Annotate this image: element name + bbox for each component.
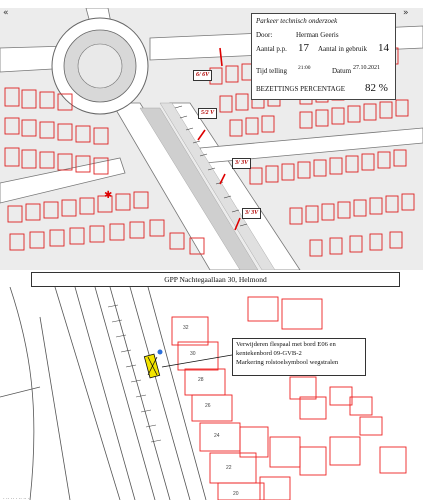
house-number: 30 [190, 351, 196, 357]
in-use-value: 14 [378, 42, 389, 54]
segment-label-3: 3/ 3V [232, 158, 251, 169]
segment-label-1: 6/ 6V [193, 70, 212, 81]
note-line-3: Markering rolstoelsymbool wegstralen [236, 359, 339, 366]
collapse-right-icon[interactable]: » [403, 8, 409, 18]
house-number: 28 [198, 377, 204, 383]
time-value: 21:00 [298, 65, 311, 71]
spots-label: Aantal p.p. [256, 45, 287, 53]
bottom-map[interactable] [0, 287, 423, 500]
note-line-2: kentekenbord 09-GVB-2 [236, 350, 302, 357]
door-label: Door: [256, 31, 273, 39]
roundabout [52, 18, 148, 114]
footer-text: · ·· ·· · ·· ·· · [3, 496, 30, 502]
measure-note [232, 338, 366, 376]
info-title: Parkeer technisch onderzoek [256, 17, 338, 25]
date-label: Datum [332, 67, 352, 75]
spots-value: 17 [298, 42, 309, 54]
house-number: 22 [226, 465, 232, 471]
date-value: 27.10.2021 [353, 65, 380, 71]
in-use-label: Aantal in gebruik [318, 45, 367, 53]
occupancy-value: 82 % [365, 82, 388, 94]
segment-label-2: 5/2 V [198, 108, 217, 119]
time-label: Tijd telling [256, 67, 288, 75]
house-number: 24 [214, 433, 220, 439]
survey-info-box [251, 13, 396, 100]
house-number: 32 [183, 325, 189, 331]
segment-label-4: 3/ 3V [242, 208, 261, 219]
house-number: 20 [233, 491, 239, 497]
house-number: 26 [205, 403, 211, 409]
bottom-map-svg [0, 287, 423, 500]
location-marker-icon: ✱ [104, 190, 113, 201]
door-value: Herman Geeris [296, 31, 339, 39]
occupancy-label: BEZETTINGS PERCENTAGE [256, 85, 346, 93]
location-caption: GPP Nachtegaallaan 30, Helmond [31, 272, 400, 287]
collapse-left-icon[interactable]: « [3, 8, 9, 18]
note-line-1: Verwijderen flespaal met bord E06 en [236, 341, 336, 348]
